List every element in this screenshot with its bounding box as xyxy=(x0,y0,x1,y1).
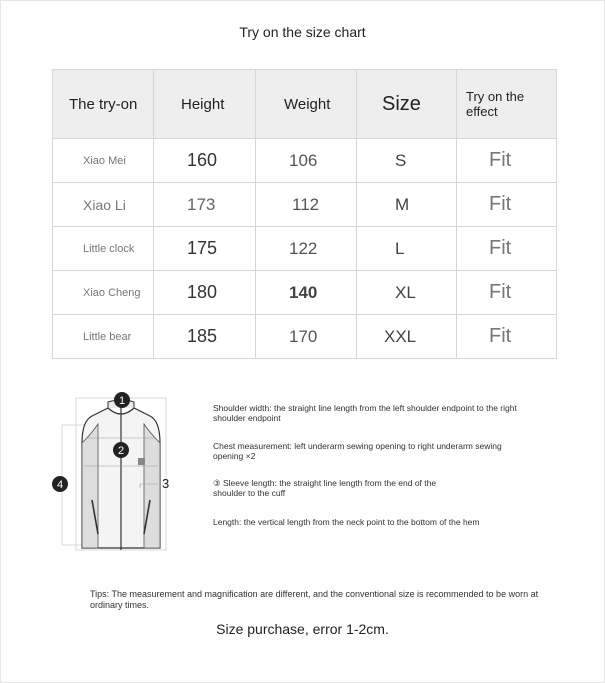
size-chart-table xyxy=(52,69,557,359)
marker-3-label: 3 xyxy=(162,476,170,491)
marker-2 xyxy=(113,442,129,458)
table-row xyxy=(53,139,557,183)
marker-1-label: 1 xyxy=(118,395,126,407)
row-height: 160 xyxy=(154,139,256,183)
page-title: Try on the size chart xyxy=(239,24,366,40)
header-effect: Try on the effect xyxy=(457,70,557,139)
row-name: Xiao Cheng xyxy=(53,271,154,315)
row-height: 173 xyxy=(154,183,256,227)
row-size: L xyxy=(357,227,457,271)
row-effect: Fit xyxy=(457,183,557,227)
header-height: Height xyxy=(154,70,256,139)
vest-side-left xyxy=(82,424,98,548)
row-name: Little bear xyxy=(53,315,154,359)
row-size: XL xyxy=(357,271,457,315)
row-effect: Fit xyxy=(457,139,557,183)
marker-2-label: 2 xyxy=(117,445,125,457)
header-try-on: The try-on xyxy=(53,70,154,139)
row-name: Little clock xyxy=(53,227,154,271)
row-weight: 170 xyxy=(256,315,357,359)
row-size: M xyxy=(357,183,457,227)
purchase-note: Size purchase, error 1-2cm. xyxy=(216,621,389,637)
row-height: 185 xyxy=(154,315,256,359)
table-row xyxy=(53,183,557,227)
row-weight: 112 xyxy=(256,183,357,227)
marker-1 xyxy=(114,392,130,408)
row-height: 180 xyxy=(154,271,256,315)
row-weight: 106 xyxy=(256,139,357,183)
row-name: Xiao Mei xyxy=(53,139,154,183)
row-effect: Fit xyxy=(457,315,557,359)
header-weight: Weight xyxy=(256,70,357,139)
table-header-row xyxy=(53,70,557,139)
table-row xyxy=(53,315,557,359)
tips-text: Tips: The measurement and magnification are different, and the conventional size is recommended to be worn at ordinary times. xyxy=(90,589,539,610)
marker-4 xyxy=(52,476,68,492)
row-effect: Fit xyxy=(457,227,557,271)
chest-measurement-description: Chest measurement: left underarm sewing opening to right underarm sewing opening ×2 xyxy=(213,441,502,461)
table-row xyxy=(53,227,557,271)
shoulder-width-description: Shoulder width: the straight line length from the left shoulder endpoint to the right shoulder endpoint xyxy=(213,403,517,423)
header-size: Size xyxy=(357,70,457,139)
marker-4-label: 4 xyxy=(56,479,64,491)
sleeve-length-description: ③ Sleeve length: the straight line length from the end of the shoulder to the cuff xyxy=(213,478,437,498)
row-size: XXL xyxy=(357,315,457,359)
row-weight: 140 xyxy=(256,271,357,315)
table-row xyxy=(53,271,557,315)
row-size: S xyxy=(357,139,457,183)
row-height: 175 xyxy=(154,227,256,271)
length-description: Length: the vertical length from the neck point to the bottom of the hem xyxy=(213,517,480,527)
vest-measurement-diagram xyxy=(48,388,178,558)
row-name: Xiao Li xyxy=(53,183,154,227)
row-weight: 122 xyxy=(256,227,357,271)
vest-logo-patch xyxy=(138,458,145,465)
row-effect: Fit xyxy=(457,271,557,315)
vest-side-right xyxy=(144,424,160,548)
